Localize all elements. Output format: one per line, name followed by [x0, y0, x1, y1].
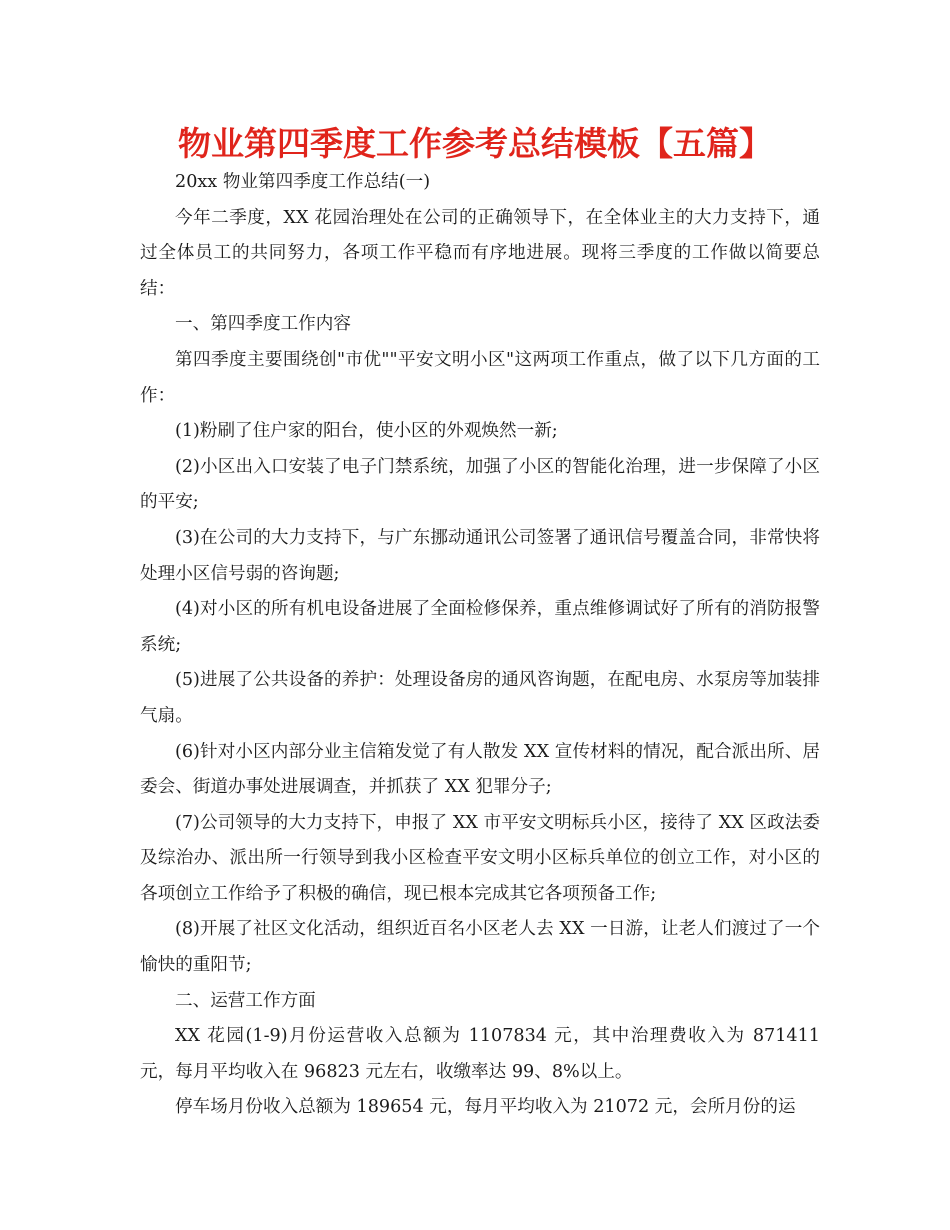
paragraph: XX 花园(1-9)月份运营收入总额为 1107834 元，其中治理费收入为 871411 元，每月平均收入在 96823 元左右，收缴率达 99、8%以上。 — [140, 1026, 820, 1082]
list-item: (7)公司领导的大力支持下，申报了 XX 市平安文明标兵小区，接待了 XX 区政法委及综治办、派出所一行领导到我小区检查平安文明小区标兵单位的创立工作，对小区的各项创立工作给予了积极的确信，现已根本完成其它各项预备工作; — [140, 812, 820, 904]
list-item: (8)开展了社区文化活动，组织近百名小区老人去 XX 一日游，让老人们渡过了一个愉快的重阳节; — [140, 919, 820, 976]
paragraph: 第四季度主要围绕创"市优""平安文明小区"这两项工作重点，做了以下几方面的工作： — [140, 349, 820, 406]
list-item: (2)小区出入口安装了电子门禁系统，加强了小区的智能化治理，进一步保障了小区的平安; — [140, 456, 820, 513]
section-subtitle: 20xx 物业第四季度工作总结(一) — [175, 172, 431, 192]
list-item: (6)针对小区内部分业主信箱发觉了有人散发 XX 宣传材料的情况，配合派出所、居委会、街道办事处进展调查，并抓获了 XX 犯罪分子; — [140, 741, 820, 798]
list-item: (4)对小区的所有机电设备进展了全面检修保养，重点维修调试好了所有的消防报警系统; — [140, 599, 820, 655]
section-heading: 一、第四季度工作内容 — [175, 314, 351, 335]
document-title: 物业第四季度工作参考总结模板【五篇】 — [178, 124, 772, 163]
list-item: (1)粉刷了住户家的阳台，使小区的外观焕然一新; — [175, 421, 558, 442]
list-item: (3)在公司的大力支持下，与广东挪动通讯公司签署了通讯信号覆盖合同，非常快将处理小区信号弱的咨询题; — [140, 527, 820, 584]
paragraph: 停车场月份收入总额为 189654 元，每月平均收入为 21072 元，会所月份的运 — [175, 1097, 796, 1118]
paragraph: 今年二季度，XX 花园治理处在公司的正确领导下，在全体业主的大力支持下，通过全体员工的共同努力，各项工作平稳而有序地进展。现将三季度的工作做以简要总结： — [140, 207, 820, 299]
section-heading: 二、运营工作方面 — [175, 990, 316, 1011]
list-item: (5)进展了公共设备的养护：处理设备房的通风咨询题，在配电房、水泵房等加装排气扇。 — [140, 670, 820, 726]
document-body — [140, 165, 820, 1126]
